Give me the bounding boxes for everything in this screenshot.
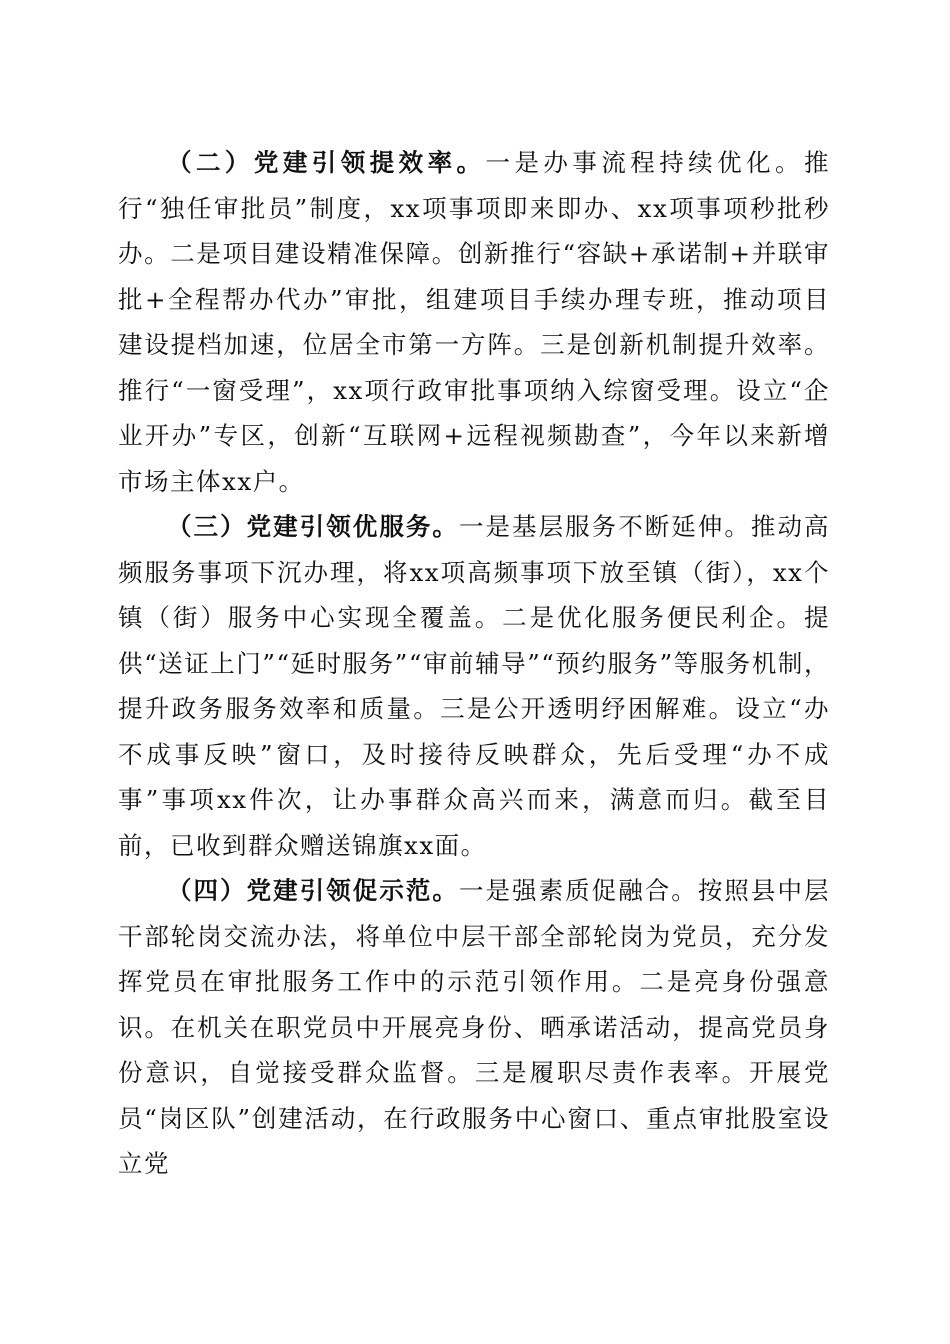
- paragraph-heading: （二）党建引领提效率。: [167, 148, 486, 177]
- paragraph-text: 一是基层服务不断延伸。推动高频服务事项下沉办理，将xx项高频事项下放至镇（街），xx个镇（街）服务中心实现全覆盖。二是优化服务便民利企。提供“送证上门”“延时服务”“审前辅导”“预约服务”等服务机制，提升政务服务效率和质量。三是公开透明纾困解难。设立“办不成事反映”窗口，及时接待反映群众，先后受理“办不成事”事项xx件次，让办事群众高兴而来，满意而归。截至目前，已收到群众赠送锦旗xx面。: [118, 512, 831, 860]
- paragraph-text: 一是强素质促融合。按照县中层干部轮岗交流办法，将单位中层干部全部轮岗为党员，充分发挥党员在审批服务工作中的示范引领作用。二是亮身份强意识。在机关在职党员中开展亮身份、晒承诺活动，提高党员身份意识，自觉接受群众监督。三是履职尽责作表率。开展党员“岗区队”创建活动，在行政服务中心窗口、重点审批股室设立党: [118, 876, 831, 1178]
- paragraph-demonstration: [118, 868, 830, 1187]
- paragraph-heading: （三）党建引领优服务。: [167, 512, 459, 541]
- paragraph-service: [118, 504, 830, 868]
- paragraph-efficiency: [118, 140, 830, 504]
- paragraph-text: 一是办事流程持续优化。推行“独任审批员”制度，xx项事项即来即办、xx项事项秒批秒办。二是项目建设精准保障。创新推行“容缺+承诺制+并联审批+全程帮办代办”审批，组建项目手续办理专班，推动项目建设提档加速，位居全市第一方阵。三是创新机制提升效率。推行“一窗受理”，xx项行政审批事项纳入综窗受理。设立“企业开办”专区，创新“互联网+远程视频勘查”，今年以来新增市场主体xx户。: [118, 148, 830, 496]
- document-body: [118, 140, 830, 1187]
- paragraph-heading: （四）党建引领促示范。: [167, 876, 459, 905]
